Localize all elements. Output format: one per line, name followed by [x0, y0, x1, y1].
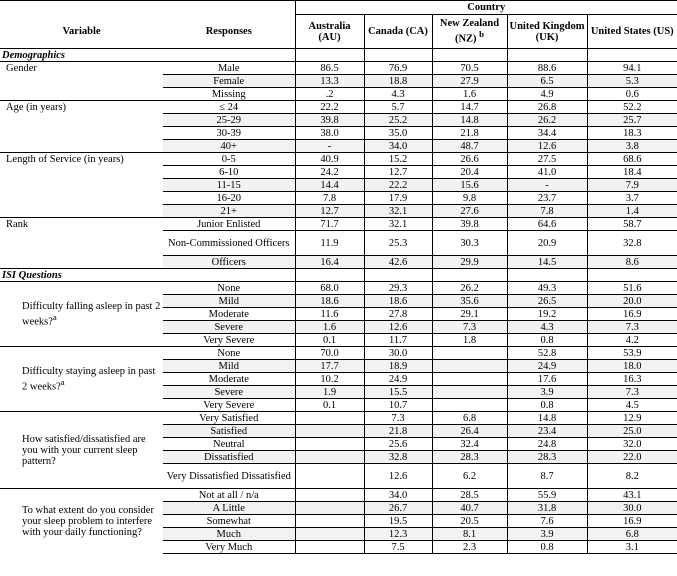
variable-gender: Gender: [0, 62, 163, 75]
ca-header: Canada (CA): [364, 15, 432, 49]
value-ca: 5.7: [364, 101, 432, 114]
value-uk: 41.0: [507, 166, 587, 179]
value-nz: 27.6: [432, 205, 507, 218]
value-us: 43.1: [587, 489, 677, 502]
value-uk: 24.9: [507, 360, 587, 373]
value-nz: 14.7: [432, 101, 507, 114]
footnote-marker: a: [60, 376, 65, 387]
value-us: 22.0: [587, 451, 677, 464]
value-ca: 25.3: [364, 231, 432, 256]
value-uk: 8.7: [507, 464, 587, 489]
response-label: 40+: [163, 140, 295, 153]
value-us: 12.9: [587, 412, 677, 425]
value-nz: 1.8: [432, 334, 507, 347]
value-ca: 17.9: [364, 192, 432, 205]
value-us: 5.3: [587, 75, 677, 88]
value-ca: 11.7: [364, 334, 432, 347]
value-uk: 26.2: [507, 114, 587, 127]
value-us: 53.9: [587, 347, 677, 360]
value-nz: 26.6: [432, 153, 507, 166]
response-label: 16-20: [163, 192, 295, 205]
value-au: 12.7: [295, 205, 364, 218]
value-uk: 0.8: [507, 334, 587, 347]
value-au: 22.2: [295, 101, 364, 114]
value-us: 4.2: [587, 334, 677, 347]
value-ca: 24.9: [364, 373, 432, 386]
value-uk: 26.8: [507, 101, 587, 114]
value-au: 40.9: [295, 153, 364, 166]
response-label: Very Dissatisfied Dissatisfied: [163, 464, 295, 489]
response-label: None: [163, 282, 295, 295]
table-row: [0, 282, 677, 295]
response-label: 30-39: [163, 127, 295, 140]
value-nz: 29.9: [432, 256, 507, 269]
table-row: [0, 218, 677, 231]
table-row: [0, 166, 677, 179]
value-au: 18.6: [295, 295, 364, 308]
table-row: [0, 179, 677, 192]
response-label: Officers: [163, 256, 295, 269]
value-nz: 39.8: [432, 218, 507, 231]
value-us: 25.0: [587, 425, 677, 438]
value-ca: 30.0: [364, 347, 432, 360]
value-au: [295, 489, 364, 502]
response-label: Missing: [163, 88, 295, 101]
value-ca: 10.7: [364, 399, 432, 412]
variable-service: Length of Service (in years): [0, 153, 163, 166]
value-uk: 64.6: [507, 218, 587, 231]
value-ca: 25.6: [364, 438, 432, 451]
response-label: Junior Enlisted: [163, 218, 295, 231]
value-us: 3.1: [587, 541, 677, 554]
value-uk: 7.6: [507, 515, 587, 528]
value-au: 24.2: [295, 166, 364, 179]
table-row: [0, 88, 677, 101]
value-au: 38.0: [295, 127, 364, 140]
value-nz: 40.7: [432, 502, 507, 515]
value-au: .2: [295, 88, 364, 101]
value-ca: 12.6: [364, 321, 432, 334]
value-ca: 34.0: [364, 140, 432, 153]
variable-age: Age (in years): [0, 101, 163, 114]
response-label: Dissatisfied: [163, 451, 295, 464]
variable-rank: Rank: [0, 218, 163, 231]
value-nz: 1.6: [432, 88, 507, 101]
value-uk: 88.6: [507, 62, 587, 75]
table-row: [0, 205, 677, 218]
value-us: 52.2: [587, 101, 677, 114]
value-ca: 32.8: [364, 451, 432, 464]
value-us: 32.8: [587, 231, 677, 256]
response-label: Male: [163, 62, 295, 75]
value-nz: 6.8: [432, 412, 507, 425]
value-ca: 18.6: [364, 295, 432, 308]
value-nz: 20.4: [432, 166, 507, 179]
value-au: 10.2: [295, 373, 364, 386]
value-au: [295, 541, 364, 554]
value-uk: 3.9: [507, 386, 587, 399]
response-label: Severe: [163, 321, 295, 334]
value-ca: 25.2: [364, 114, 432, 127]
value-nz: 32.4: [432, 438, 507, 451]
value-us: 7.3: [587, 386, 677, 399]
value-us: 94.1: [587, 62, 677, 75]
response-label: None: [163, 347, 295, 360]
value-nz: 8.1: [432, 528, 507, 541]
value-uk: 4.3: [507, 321, 587, 334]
value-us: 20.0: [587, 295, 677, 308]
response-label: Female: [163, 75, 295, 88]
value-us: 18.3: [587, 127, 677, 140]
value-us: 30.0: [587, 502, 677, 515]
value-us: 7.3: [587, 321, 677, 334]
value-ca: 32.1: [364, 218, 432, 231]
value-ca: 22.2: [364, 179, 432, 192]
table-row: [0, 192, 677, 205]
value-uk: 31.8: [507, 502, 587, 515]
response-label: Very Satisfied: [163, 412, 295, 425]
table-row: [0, 140, 677, 153]
value-ca: 15.2: [364, 153, 432, 166]
value-nz: 35.6: [432, 295, 507, 308]
response-label: 11-15: [163, 179, 295, 192]
value-nz: 30.3: [432, 231, 507, 256]
value-nz: [432, 386, 507, 399]
table-row: [0, 347, 677, 360]
value-us: 0.6: [587, 88, 677, 101]
table-row: [0, 127, 677, 140]
response-label: Severe: [163, 386, 295, 399]
response-label: Very Severe: [163, 399, 295, 412]
value-au: [295, 528, 364, 541]
value-au: 0.1: [295, 334, 364, 347]
value-au: [295, 515, 364, 528]
value-uk: 4.9: [507, 88, 587, 101]
value-us: 18.4: [587, 166, 677, 179]
response-label: 6-10: [163, 166, 295, 179]
value-us: 1.4: [587, 205, 677, 218]
responses-header: Responses: [163, 15, 295, 49]
country-header: Country: [295, 1, 677, 15]
nz-footnote-marker: b: [479, 29, 485, 40]
value-uk: 19.2: [507, 308, 587, 321]
value-ca: 19.5: [364, 515, 432, 528]
value-ca: 21.8: [364, 425, 432, 438]
value-ca: 26.7: [364, 502, 432, 515]
value-nz: 20.5: [432, 515, 507, 528]
value-nz: 26.2: [432, 282, 507, 295]
table-row: [0, 62, 677, 75]
value-uk: 52.8: [507, 347, 587, 360]
value-us: 4.5: [587, 399, 677, 412]
value-us: 3.7: [587, 192, 677, 205]
section-row: [0, 49, 677, 62]
value-au: 0.1: [295, 399, 364, 412]
value-nz: 7.3: [432, 321, 507, 334]
value-nz: 15.6: [432, 179, 507, 192]
value-ca: 18.9: [364, 360, 432, 373]
value-nz: [432, 399, 507, 412]
variable-q4: To what extent do you consider your sleep problem to interfere with your daily functioning?: [0, 489, 163, 554]
uk-header: United Kingdom (UK): [507, 15, 587, 49]
value-au: 86.5: [295, 62, 364, 75]
value-au: 17.7: [295, 360, 364, 373]
section-demographics: Demographics: [0, 49, 163, 62]
value-us: 8.2: [587, 464, 677, 489]
value-uk: 14.5: [507, 256, 587, 269]
value-au: -: [295, 140, 364, 153]
value-uk: 23.7: [507, 192, 587, 205]
value-us: 6.8: [587, 528, 677, 541]
value-ca: 35.0: [364, 127, 432, 140]
value-au: 1.6: [295, 321, 364, 334]
value-ca: 12.3: [364, 528, 432, 541]
value-nz: 9.8: [432, 192, 507, 205]
table-row: [0, 489, 677, 502]
value-au: [295, 438, 364, 451]
value-us: 32.0: [587, 438, 677, 451]
response-label: Moderate: [163, 308, 295, 321]
value-us: 58.7: [587, 218, 677, 231]
value-ca: 12.6: [364, 464, 432, 489]
value-uk: 12.6: [507, 140, 587, 153]
value-ca: 4.3: [364, 88, 432, 101]
value-ca: 12.7: [364, 166, 432, 179]
value-nz: 6.2: [432, 464, 507, 489]
value-au: 1.9: [295, 386, 364, 399]
value-uk: 26.5: [507, 295, 587, 308]
value-us: 68.6: [587, 153, 677, 166]
value-us: 7.9: [587, 179, 677, 192]
response-label: Moderate: [163, 373, 295, 386]
value-nz: [432, 373, 507, 386]
value-au: 68.0: [295, 282, 364, 295]
response-label: Satisfied: [163, 425, 295, 438]
value-au: 71.7: [295, 218, 364, 231]
value-uk: 34.4: [507, 127, 587, 140]
value-au: 70.0: [295, 347, 364, 360]
response-label: Very Severe: [163, 334, 295, 347]
table-row: [0, 101, 677, 114]
table-row: [0, 231, 677, 256]
table-row: [0, 256, 677, 269]
value-au: [295, 412, 364, 425]
value-au: [295, 502, 364, 515]
response-label: Not at all / n/a: [163, 489, 295, 502]
value-uk: 0.8: [507, 399, 587, 412]
response-label: Very Much: [163, 541, 295, 554]
response-label: A Little: [163, 502, 295, 515]
value-uk: -: [507, 179, 587, 192]
value-uk: 3.9: [507, 528, 587, 541]
header-row-columns: [0, 15, 677, 49]
value-us: 16.9: [587, 515, 677, 528]
response-label: 25-29: [163, 114, 295, 127]
value-uk: 23.4: [507, 425, 587, 438]
response-label: 0-5: [163, 153, 295, 166]
au-header: Australia (AU): [295, 15, 364, 49]
value-au: 13.3: [295, 75, 364, 88]
header-row-country: [0, 1, 677, 15]
value-nz: 27.9: [432, 75, 507, 88]
value-ca: 27.8: [364, 308, 432, 321]
value-ca: 7.3: [364, 412, 432, 425]
value-uk: 20.9: [507, 231, 587, 256]
value-au: [295, 425, 364, 438]
response-label: Non-Commissioned Officers: [163, 231, 295, 256]
value-uk: 27.5: [507, 153, 587, 166]
value-au: 11.6: [295, 308, 364, 321]
value-au: [295, 464, 364, 489]
variable-q1: Difficulty falling asleep in past 2 weeks?$^a$: [0, 282, 163, 347]
value-ca: 32.1: [364, 205, 432, 218]
value-au: 39.8: [295, 114, 364, 127]
response-label: ≤ 24: [163, 101, 295, 114]
value-ca: 34.0: [364, 489, 432, 502]
value-ca: 15.5: [364, 386, 432, 399]
response-label: Mild: [163, 360, 295, 373]
value-ca: 29.3: [364, 282, 432, 295]
us-header: United States (US): [587, 15, 677, 49]
value-nz: 48.7: [432, 140, 507, 153]
value-nz: 28.5: [432, 489, 507, 502]
value-nz: 21.8: [432, 127, 507, 140]
variable-q3: How satisfied/dissatisfied are you with your current sleep pattern?: [0, 412, 163, 489]
variable-q2: Difficulty staying asleep in past 2 weeks?$^a$: [0, 347, 163, 412]
value-us: 16.3: [587, 373, 677, 386]
value-nz: 70.5: [432, 62, 507, 75]
nz-header: New Zealand (NZ) $^b$: [432, 15, 507, 49]
value-uk: 24.8: [507, 438, 587, 451]
value-nz: 26.4: [432, 425, 507, 438]
value-nz: [432, 360, 507, 373]
value-us: 18.0: [587, 360, 677, 373]
value-ca: 18.8: [364, 75, 432, 88]
value-us: 16.9: [587, 308, 677, 321]
footnote-marker: a: [52, 311, 57, 322]
value-uk: 55.9: [507, 489, 587, 502]
value-nz: [432, 347, 507, 360]
value-nz: 2.3: [432, 541, 507, 554]
response-label: Neutral: [163, 438, 295, 451]
value-uk: 14.8: [507, 412, 587, 425]
table-row: [0, 412, 677, 425]
table-row: [0, 75, 677, 88]
table-row: [0, 153, 677, 166]
value-uk: 28.3: [507, 451, 587, 464]
section-row: [0, 269, 677, 282]
value-nz: 29.1: [432, 308, 507, 321]
value-uk: 49.3: [507, 282, 587, 295]
response-label: 21+: [163, 205, 295, 218]
value-us: 8.6: [587, 256, 677, 269]
response-label: Much: [163, 528, 295, 541]
value-nz: 14.8: [432, 114, 507, 127]
value-ca: 42.6: [364, 256, 432, 269]
response-label: Mild: [163, 295, 295, 308]
table-row: [0, 114, 677, 127]
section-isi: ISI Questions: [0, 269, 163, 282]
value-uk: 6.5: [507, 75, 587, 88]
value-uk: 7.8: [507, 205, 587, 218]
variable-header: Variable: [0, 15, 163, 49]
response-label: Somewhat: [163, 515, 295, 528]
value-uk: 17.6: [507, 373, 587, 386]
value-au: 11.9: [295, 231, 364, 256]
value-uk: 0.8: [507, 541, 587, 554]
value-au: [295, 451, 364, 464]
value-au: 14.4: [295, 179, 364, 192]
value-ca: 76.9: [364, 62, 432, 75]
value-us: 3.8: [587, 140, 677, 153]
value-au: 16.4: [295, 256, 364, 269]
value-us: 51.6: [587, 282, 677, 295]
value-au: 7.8: [295, 192, 364, 205]
value-us: 25.7: [587, 114, 677, 127]
value-nz: 28.3: [432, 451, 507, 464]
value-ca: 7.5: [364, 541, 432, 554]
